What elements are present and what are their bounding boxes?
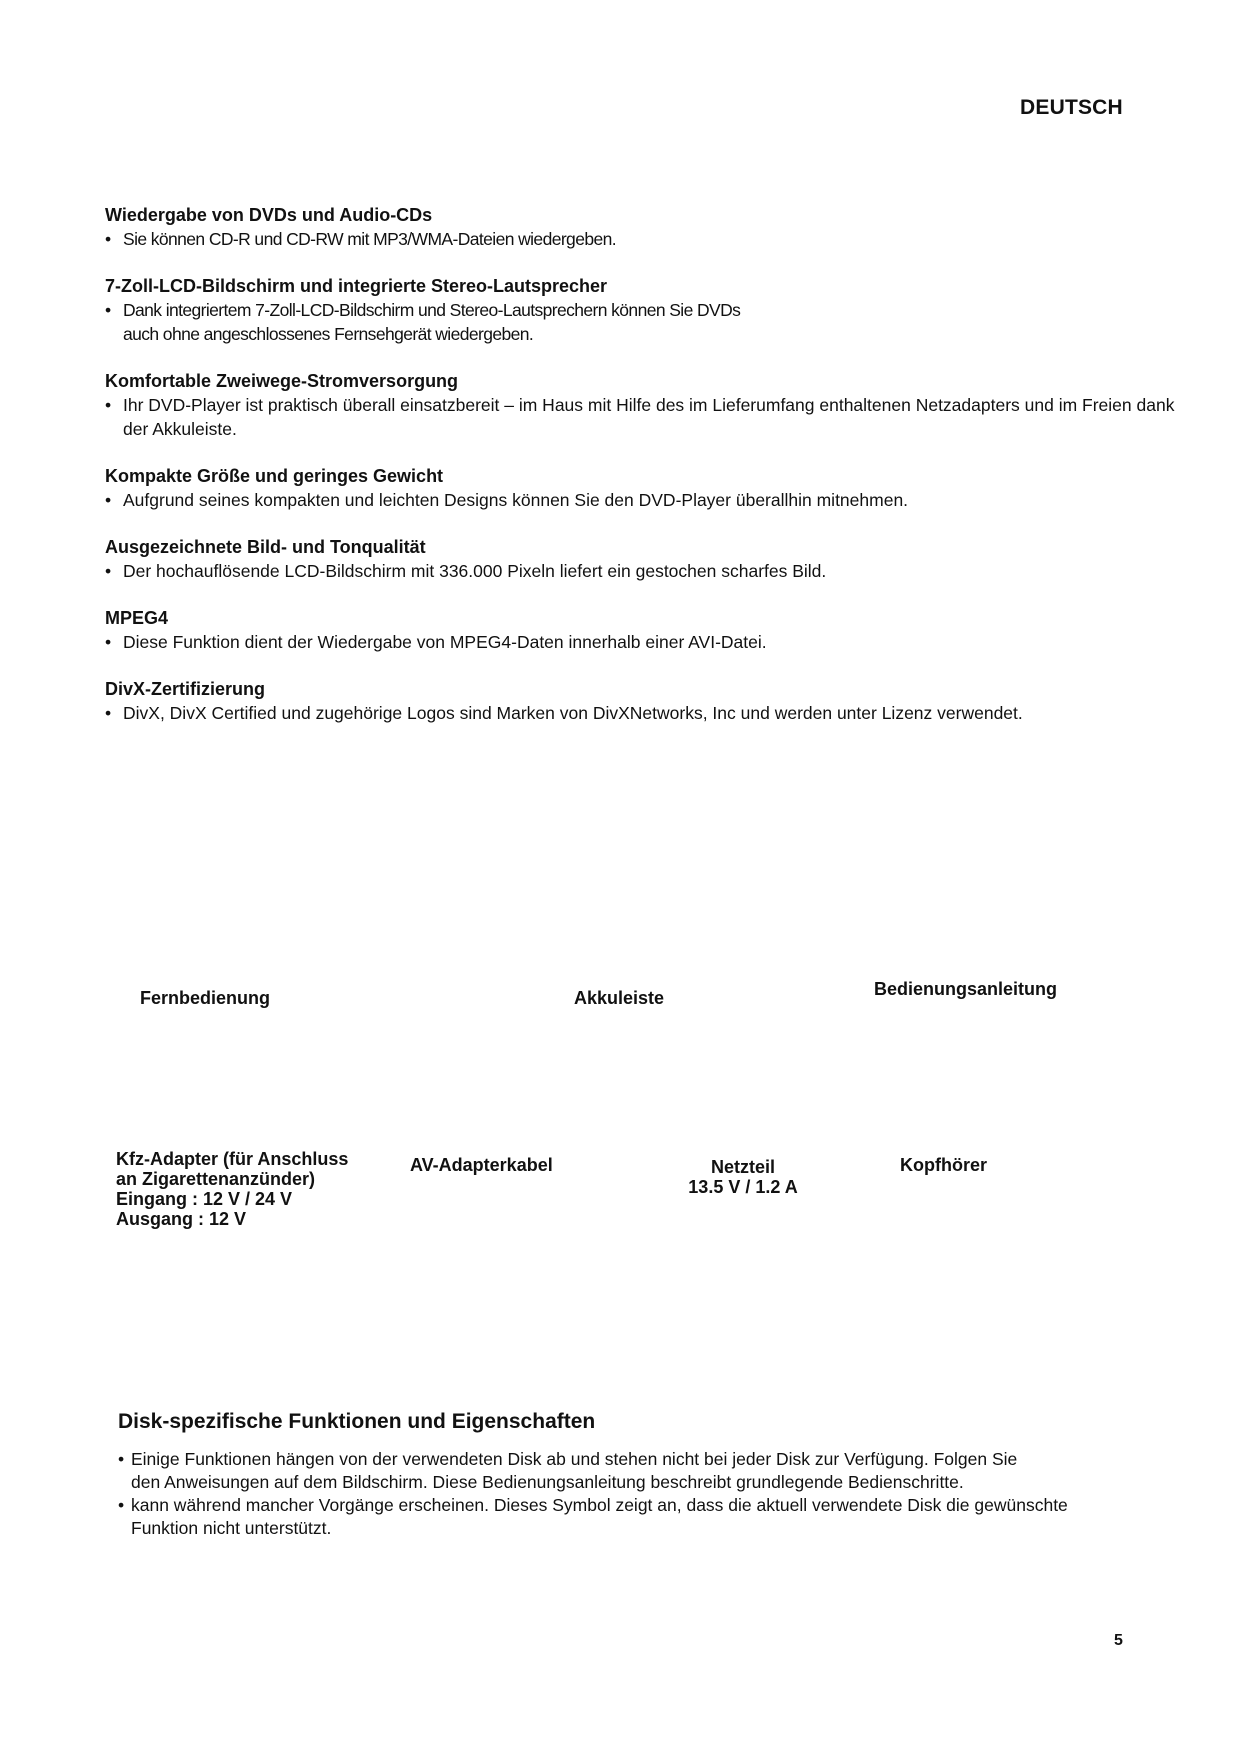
page-number: 5 [1114, 1632, 1123, 1649]
feature-text [105, 227, 1165, 251]
feature-text-content: Dank integriertem 7-Zoll-LCD-Bildschirm und Stereo-Lautsprechern können Sie DVDs auch ohne angeschlossenes Fernsehgerät wiedergeben. [123, 300, 741, 344]
language-label: DEUTSCH [1020, 96, 1123, 119]
feature-text-content: Aufgrund seines kompakten und leichten Designs können Sie den DVD-Player überallhin mitnehmen. [123, 490, 909, 510]
accessory-battery-label: Akkuleiste [574, 988, 665, 1008]
accessory-av-cable-label: AV-Adapterkabel [410, 1155, 553, 1175]
bullet: • [105, 300, 111, 320]
feature-dvd-playback [105, 204, 1165, 251]
section-title: Disk-spezifische Funktionen und Eigenschaften [118, 1410, 596, 1433]
section-list-item [118, 1494, 1091, 1540]
feature-picture-quality [105, 536, 1165, 583]
power-supply-rating: 13.5 V / 1.2 A [688, 1177, 798, 1197]
feature-divx [105, 678, 1165, 725]
feature-text [105, 630, 1165, 654]
section-body [118, 1448, 1078, 1540]
feature-title: Komfortable Zweiwege-Stromversorgung [105, 371, 459, 391]
section-item-text: Einige Funktionen hängen von der verwendeten Disk ab und stehen nicht bei jeder Disk zur Verfügung. Folgen Sie den Anweisungen auf dem Bildschirm. Diese Bedienungsanleitung beschreibt grundlegende Bedienschritte. [131, 1449, 1018, 1492]
feature-list [105, 204, 1175, 749]
feature-lcd-speakers [105, 275, 1165, 346]
feature-compact-size [105, 465, 1165, 512]
feature-title: Wiedergabe von DVDs und Audio-CDs [105, 205, 433, 225]
car-adapter-output: Ausgang : 12 V [116, 1209, 247, 1229]
bullet: • [105, 632, 112, 652]
section-list-item [118, 1448, 1051, 1494]
feature-power-supply [105, 370, 1175, 441]
feature-text-content: Diese Funktion dient der Wiedergabe von MPEG4-Daten innerhalb einer AVI-Datei. [123, 632, 767, 652]
feature-text [105, 559, 1165, 583]
car-adapter-line: Kfz-Adapter (für Anschluss [116, 1149, 349, 1169]
feature-mpeg4 [105, 607, 1165, 654]
bullet: • [105, 395, 112, 415]
bullet: • [118, 1495, 125, 1515]
accessory-manual-label: Bedienungsanleitung [874, 979, 1058, 999]
accessory-remote-label: Fernbedienung [140, 988, 270, 1008]
power-supply-name: Netzteil [710, 1157, 775, 1177]
feature-title: DivX-Zertifizierung [105, 679, 266, 699]
feature-title: 7-Zoll-LCD-Bildschirm und integrierte Stereo-Lautsprecher [105, 276, 608, 296]
feature-title: Kompakte Größe und geringes Gewicht [105, 466, 444, 486]
feature-title: MPEG4 [105, 608, 169, 628]
feature-text-content: DivX, DivX Certified und zugehörige Logos sind Marken von DivXNetworks, Inc und werden unter Lizenz verwendet. [123, 703, 1023, 723]
bullet: • [105, 703, 112, 723]
feature-title: Ausgezeichnete Bild- und Tonqualität [105, 537, 426, 557]
accessory-car-adapter-label [116, 1149, 348, 1229]
feature-text-content: Ihr DVD-Player ist praktisch überall einsatzbereit – im Haus mit Hilfe des im Lieferumfang enthaltenen Netzadapters und im Freien dank der Akkuleiste. [123, 395, 1175, 439]
accessory-headphones-label: Kopfhörer [900, 1155, 987, 1175]
accessory-power-supply-label [678, 1157, 808, 1197]
feature-text-content: Sie können CD-R und CD-RW mit MP3/WMA-Dateien wiedergeben. [123, 229, 616, 249]
feature-text [105, 393, 1183, 441]
feature-text [105, 488, 1165, 512]
feature-text-content: Der hochauflösende LCD-Bildschirm mit 336.000 Pixeln liefert ein gestochen scharfes Bild. [123, 561, 827, 581]
bullet: • [118, 1449, 125, 1469]
feature-text [105, 701, 1165, 725]
bullet: • [105, 229, 111, 249]
car-adapter-input: Eingang : 12 V / 24 V [116, 1189, 293, 1209]
bullet: • [105, 561, 112, 581]
section-item-text: kann während mancher Vorgänge erscheinen. Dieses Symbol zeigt an, dass die aktuell verwendete Disk die gewünschte Funktion nicht unterstützt. [131, 1495, 1068, 1538]
bullet: • [105, 490, 112, 510]
car-adapter-line: an Zigarettenanzünder) [116, 1169, 316, 1189]
feature-text [105, 298, 743, 346]
